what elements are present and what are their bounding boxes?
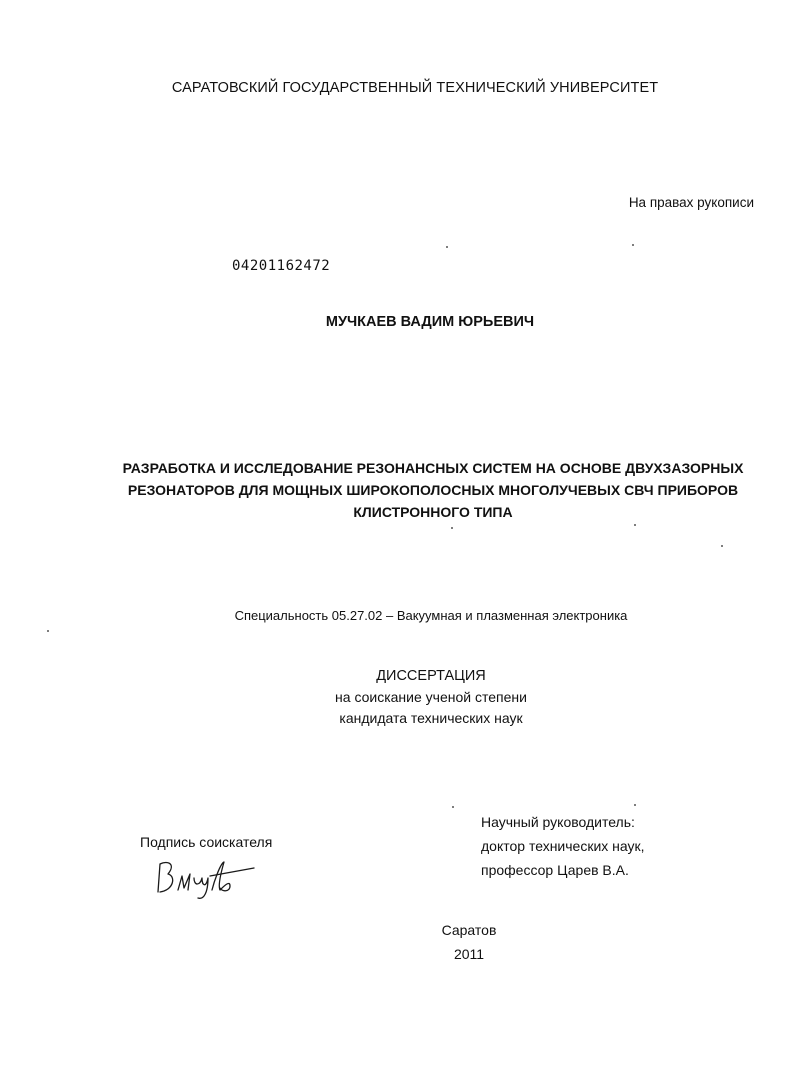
degree-purpose-line: на соискание ученой степени: [335, 689, 527, 705]
year: 2011: [453, 946, 485, 962]
manuscript-rights-note: На правах рукописи: [628, 195, 754, 210]
scan-speck: [632, 244, 634, 246]
scan-speck: [634, 804, 636, 806]
handwritten-signature: [150, 856, 260, 905]
signature-image: [150, 856, 260, 900]
scan-speck: [47, 630, 49, 632]
supervisor-degree: доктор технических наук,: [481, 838, 645, 854]
specialty-line: Специальность 05.27.02 – Вакуумная и плазменная электроника: [234, 608, 628, 623]
scan-speck: [721, 545, 723, 547]
title-line: КЛИСТРОННОГО ТИПА: [353, 504, 513, 520]
dissertation-title: [0, 457, 798, 523]
city-year-block: [0, 918, 798, 966]
dissertation-block: [0, 666, 798, 729]
supervisor-label: Научный руководитель:: [481, 814, 635, 830]
university-name: САРАТОВСКИЙ ГОСУДАРСТВЕННЫЙ ТЕХНИЧЕСКИЙ УНИВЕРСИТЕТ: [171, 80, 659, 96]
scan-speck: [446, 246, 448, 248]
city: Саратов: [441, 922, 497, 938]
title-line: РЕЗОНАТОРОВ ДЛЯ МОЩНЫХ ШИРОКОПОЛОСНЫХ МНОГОЛУЧЕВЫХ СВЧ ПРИБОРОВ: [127, 482, 739, 498]
document-number: 04201162472: [232, 258, 331, 274]
supervisor-name: профессор Царев В.А.: [481, 862, 629, 878]
scan-speck: [452, 806, 454, 808]
author-name: МУЧКАЕВ ВАДИМ ЮРЬЕВИЧ: [325, 314, 535, 330]
scan-speck: [451, 527, 453, 529]
degree-name-line: кандидата технических наук: [339, 710, 523, 726]
scan-speck: [634, 524, 636, 526]
supervisor-block: [481, 810, 645, 882]
signature-label: Подпись соискателя: [140, 834, 273, 850]
dissertation-heading: ДИССЕРТАЦИЯ: [376, 668, 486, 684]
title-line: РАЗРАБОТКА И ИССЛЕДОВАНИЕ РЕЗОНАНСНЫХ СИСТЕМ НА ОСНОВЕ ДВУХЗАЗОРНЫХ: [122, 460, 744, 476]
